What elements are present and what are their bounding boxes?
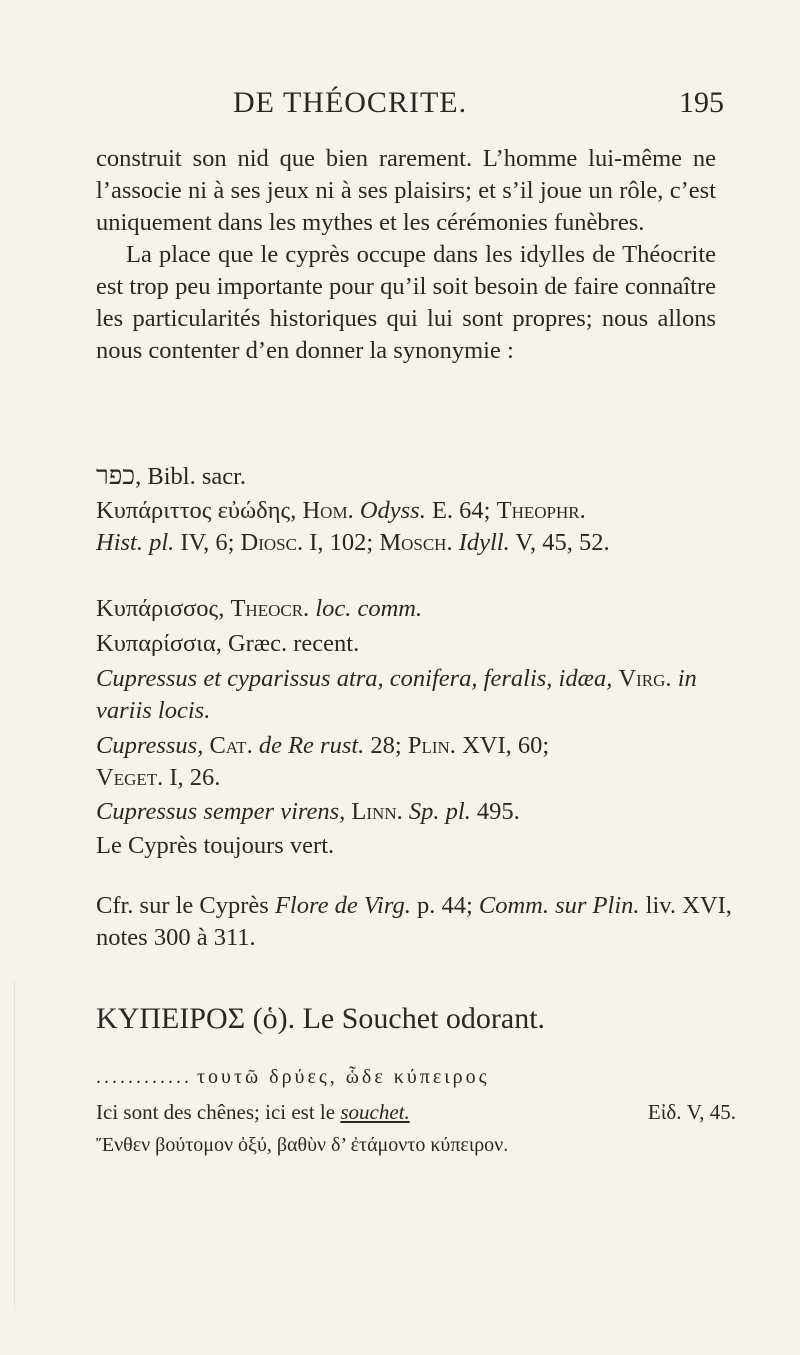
work-idyll: Idyll. <box>458 529 510 556</box>
quote-line-3 <box>96 1134 736 1157</box>
author-mosch: Mosch. <box>379 529 453 556</box>
cross-reference <box>96 890 736 954</box>
translation-emphasis: souchet. <box>340 1100 410 1124</box>
latin-names: Cupressus et cyparissus atra, conifera, feralis, idæa, <box>96 665 619 692</box>
synonym-greek-1 <box>96 495 736 559</box>
text-fragment: 495. <box>470 798 520 825</box>
translation-text: Ici sont des chênes; ici est le <box>96 1100 341 1124</box>
synonym-greek-3 <box>96 628 736 660</box>
work-comm: Comm. sur Plin. <box>478 892 640 919</box>
work-hist: Hist. pl. <box>96 529 175 556</box>
synonym-latin-1 <box>96 663 736 727</box>
work-de-re-rust: de Re rust. <box>252 732 365 759</box>
latin-name: Cupressus, <box>96 732 210 759</box>
author-theocr: Theocr. <box>230 595 310 622</box>
synonym-french <box>96 830 736 862</box>
author-hom: Hom. <box>302 497 354 524</box>
scan-artifact <box>14 980 15 1310</box>
paragraph-2: La place que le cyprès occupe dans les idylles de Théocrite est trop peu importante pour qu’il soit besoin de faire connaître les particularités historiques qui lui sont propres; nous allons nous contenter d’en donner la synonymie : <box>96 241 716 364</box>
work-flore: Flore de Virg. <box>274 892 411 919</box>
author-theophr: Theophr. <box>496 497 586 524</box>
greek-quote: τουτῶ δρύες, ὧδε κύπειρος <box>197 1066 490 1088</box>
quote-line-2 <box>96 1100 736 1125</box>
work-sp-pl: Sp. pl. <box>402 798 471 825</box>
running-title: DE THÉOCRITE. <box>233 86 468 119</box>
section-heading <box>96 1002 545 1036</box>
work-loc: loc. comm. <box>309 595 423 622</box>
french-name: Le Cyprès toujours vert. <box>96 832 335 859</box>
work-odyss: Odyss. <box>359 497 426 524</box>
author-veget: Veget. <box>96 764 164 791</box>
text-fragment: Græc. recent. <box>227 630 360 657</box>
section-title-french: Le Souchet odorant. <box>295 1002 546 1035</box>
text-fragment: IV, 6; <box>174 529 241 556</box>
latin-name: Cupressus semper virens, <box>96 798 352 825</box>
paragraph-1: construit son nid que bien rarement. L’homme lui-même ne l’associe ni à ses jeux ni à ses plaisirs; et s’il joue un rôle, c’est uniquement dans les mythes et les cérémonies funèbres. <box>96 145 716 236</box>
text-fragment: I, 26. <box>163 764 221 791</box>
page-header <box>0 86 800 126</box>
author-diosc: Diosc. <box>240 529 304 556</box>
author-cat: Cat. <box>209 732 253 759</box>
text-fragment: p. 44; <box>410 892 479 919</box>
text-fragment: liv. XVI, notes 300 à 311. <box>96 892 732 951</box>
work-loc: in variis locis. <box>96 665 697 724</box>
quote-reference: Εἰδ. V, 45. <box>647 1100 736 1124</box>
hebrew-word: כפר <box>96 461 136 490</box>
greek-quote: Ἔνθεν βούτομον ὀξύ, βαθὺν δ’ ἐτάμοντο κύπειρον. <box>96 1134 509 1156</box>
greek-word: Κυπαρίσσια, <box>96 630 228 657</box>
synonym-greek-2 <box>96 593 736 625</box>
text-fragment: V, 45, 52. <box>509 529 610 556</box>
quote-line-1 <box>96 1066 736 1089</box>
synonym-latin-2 <box>96 730 736 794</box>
author-linn: Linn. <box>351 798 403 825</box>
author-virg: Virg. <box>618 665 672 692</box>
synonym-hebrew <box>96 460 736 493</box>
author-plin: Plin. <box>407 732 456 759</box>
greek-word: Κυπάρισσος, <box>96 595 231 622</box>
ellipsis-dots: ............ <box>96 1066 192 1088</box>
page-number: 195 <box>679 86 724 119</box>
body-text <box>96 143 716 367</box>
section-title-greek: ΚΥΠΕΙΡΟΣ (ὁ). <box>96 1002 296 1035</box>
text-fragment: 28; <box>364 732 408 759</box>
text-fragment: Cfr. sur le Cyprès <box>96 892 275 919</box>
greek-word: Κυπάριττος <box>96 497 212 524</box>
greek-epithet: εὐώδης, <box>211 497 303 524</box>
synonym-hebrew-ref: , Bibl. sacr. <box>135 463 247 490</box>
text-fragment: I, 102; <box>303 529 380 556</box>
text-fragment: E. 64; <box>425 497 497 524</box>
synonym-latin-3 <box>96 796 736 828</box>
text-fragment: XVI, 60; <box>455 732 550 759</box>
